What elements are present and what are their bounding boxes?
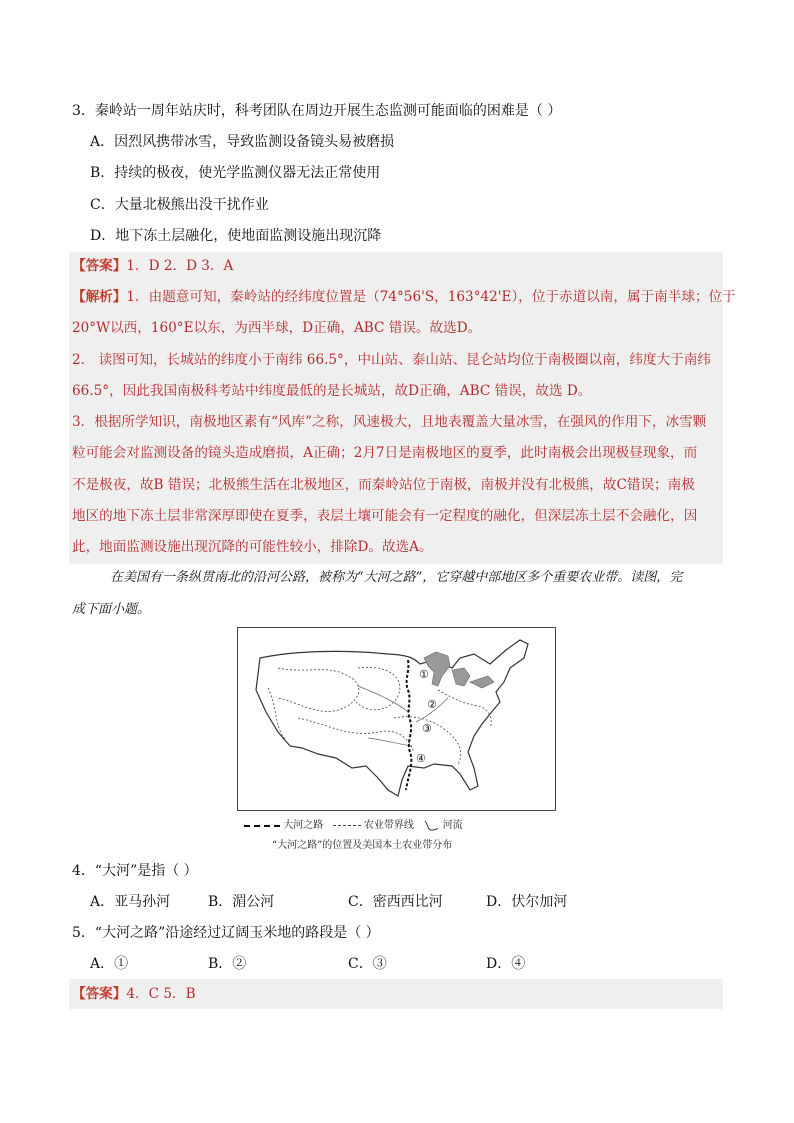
answer-tag: 【答案】 xyxy=(72,258,127,274)
map-marker-3: ③ xyxy=(422,722,432,735)
question-3-option-b: B．持续的极夜，使光学监测仪器无法正常使用 xyxy=(90,165,381,181)
question-5-option-c: C．③ xyxy=(348,956,387,972)
question-5-option-d: D．④ xyxy=(486,956,526,972)
great-river-road xyxy=(406,660,411,790)
answer-analysis-block-1 xyxy=(69,252,736,564)
question-4-option-b: B．湄公河 xyxy=(208,894,275,910)
map-marker-2: ② xyxy=(427,698,437,711)
question-4-option-c: C．密西西比河 xyxy=(348,894,443,910)
legend-river-label: 河流 xyxy=(442,820,463,831)
analysis-line-7: 不是极夜，故B 错误；北极熊生活在北极地区，而秦岭站位于南极，南极并没有北极熊，故C错误；南极 xyxy=(72,477,695,493)
question-5-option-a: A．① xyxy=(90,956,129,972)
question-4-option-a: A．亚马孙河 xyxy=(90,894,171,910)
question-3-option-c: C．大量北极熊出没干扰作业 xyxy=(90,197,269,213)
analysis-line-5: 3．根据所学知识，南极地区素有“风库”之称，风速极大，且地表覆盖大量冰雪，在强风的作用下，冰雪颗 xyxy=(72,414,707,430)
analysis-line-2: 20°W以西，160°E以东，为西半球，D正确，ABC 错误。故选D。 xyxy=(72,320,482,336)
question-5-stem: 5．“大河之路”沿途经过辽阔玉米地的路段是（ ） xyxy=(72,925,380,941)
analysis-tag: 【解析】 xyxy=(72,289,127,305)
map-caption: “大河之路”的位置及美国本土农业带分布 xyxy=(272,840,453,851)
map-marker-4: ④ xyxy=(416,752,426,765)
answer-2-line xyxy=(72,984,196,1004)
analysis-line-8: 地区的地下冻土层非常深厚即使在夏季，表层土壤可能会有一定程度的融化，但深层冻土层不会融化，因 xyxy=(72,508,698,524)
map-figure xyxy=(237,627,556,811)
intro-line-2: 成下面小题。 xyxy=(72,602,151,617)
question-4-stem: 4．“大河”是指（ ） xyxy=(72,863,198,879)
answer-block-2 xyxy=(69,979,723,1009)
legend-road-label: 大河之路 xyxy=(283,820,324,831)
answer-text: 1．D 2．D 3．A xyxy=(126,258,234,274)
great-lakes xyxy=(424,652,494,688)
map-legend xyxy=(244,816,463,832)
analysis-line-1: 【解析】1．由题意可知，秦岭站的经纬度位置是（74°56'S，163°42'E），位于赤道以南，属于南半球；位于 xyxy=(72,289,736,305)
analysis-line-4: 66.5°，因此我国南极科考站中纬度最低的是长城站，故D正确，ABC 错误，故选 D。 xyxy=(72,383,592,399)
intro-line-1: 在美国有一条纵贯南北的沿河公路，被称为“大河之路”，它穿越中部地区多个重要农业带。读图，完 xyxy=(110,570,683,585)
analysis-line-3: 2． 读图可知，长城站的纬度小于南纬 66.5°，中山站、泰山站、昆仑站均位于南极圈以南，纬度大于南纬 xyxy=(72,352,711,368)
legend-boundary-label: 农业带界线 xyxy=(363,820,414,831)
question-3-option-d: D．地下冻土层融化，使地面监测设施出现沉降 xyxy=(90,228,382,244)
question-5-option-b: B．② xyxy=(208,956,247,972)
analysis-line-6: 粒可能会对监测设备的镜头造成磨损，A正确；2月7日是南极地区的夏季，此时南极会出现极昼现象，而 xyxy=(72,445,698,461)
question-4-option-d: D．伏尔加河 xyxy=(486,894,568,910)
legend-road-symbol xyxy=(244,825,280,827)
answer-2-tag: 【答案】 xyxy=(72,986,127,1002)
question-5-options xyxy=(90,954,690,974)
analysis-line-9: 此，地面监测设施出现沉降的可能性较小，排除D。故选A。 xyxy=(72,539,433,555)
legend-river-icon xyxy=(423,820,439,832)
us-outline xyxy=(256,640,528,796)
legend-boundary-symbol xyxy=(333,825,361,826)
answer-2-text: 4．C 5．B xyxy=(126,986,196,1002)
question-3-stem: 3．秦岭站一周年站庆时，科考团队在周边开展生态监测可能面临的困难是（ ） xyxy=(72,103,562,119)
map-marker-1: ① xyxy=(419,668,429,681)
question-3-option-a: A．因烈风携带冰雪，导致监测设备镜头易被磨损 xyxy=(90,134,395,150)
question-4-options xyxy=(90,892,690,912)
answer-line-1 xyxy=(72,256,233,276)
us-map xyxy=(238,628,555,810)
